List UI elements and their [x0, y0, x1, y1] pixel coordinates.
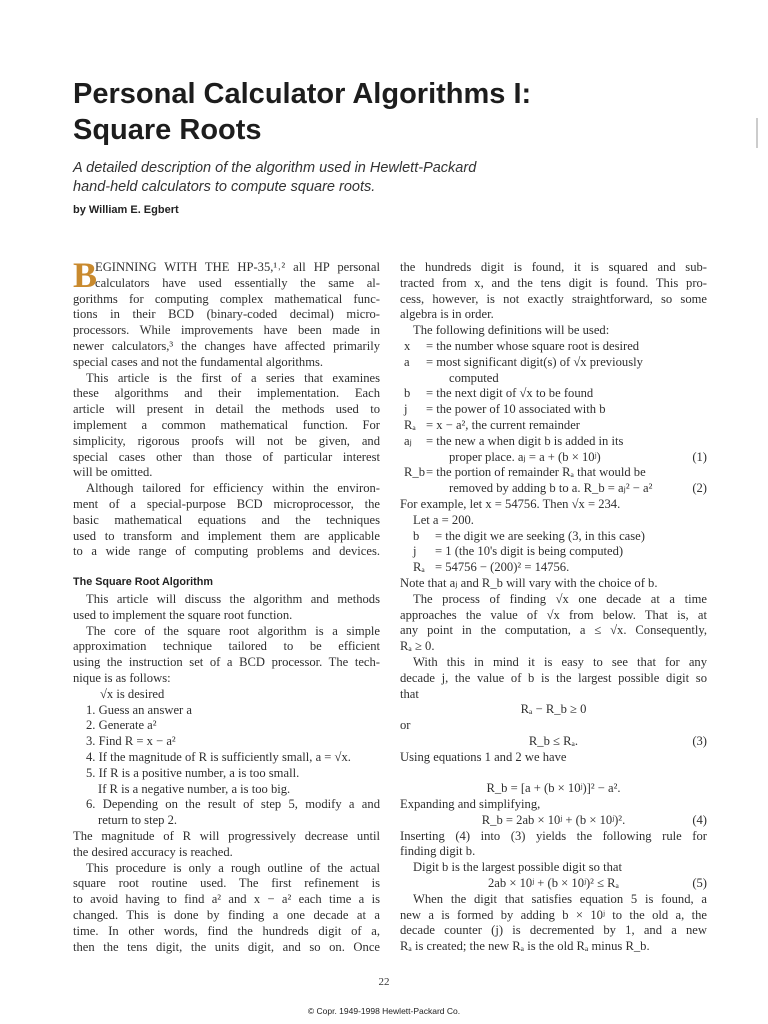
line-text: = the new a when digit b is added in its [426, 433, 624, 448]
text-line [400, 529, 707, 545]
text-line [400, 766, 707, 782]
text-line: using the instruction set of a BCD processor. The tech- [73, 655, 380, 670]
text-line [400, 513, 707, 529]
text-line [400, 781, 707, 797]
line-text: Rₐ − R_b ≥ 0 [520, 702, 587, 717]
text-line: gorithms for computing complex mathematical func- [73, 291, 380, 306]
line-text: = 1 (the 10's digit is being computed) [435, 544, 624, 559]
equation-number: (4) [692, 812, 707, 827]
text-line: EGINNING WITH THE HP-35,¹˒² all HP personal [95, 260, 380, 274]
text-line [400, 386, 707, 402]
text-line [400, 892, 707, 908]
line-text: approaches the value of √x from below. That is, at [400, 607, 707, 622]
line-text: computed [449, 370, 499, 385]
text-line: newer calculators,³ the changes have affected primarily [73, 338, 380, 353]
text-line: special cases and not the fundamental algorithms. [73, 354, 324, 369]
text-line: changed. This is done by finding a one decade at a [73, 907, 380, 922]
text-line [400, 276, 707, 292]
line-text: new a is formed by adding b × 10ʲ to the old a, the [400, 907, 707, 922]
text-line: √x is desired [100, 686, 165, 701]
text-line: 2. Generate a² [86, 718, 157, 733]
text-line [400, 734, 707, 750]
line-text: For example, let x = 54756. Then √x = 234. [400, 496, 621, 511]
line-text: Using equations 1 and 2 we have [400, 749, 567, 764]
text-line [400, 923, 707, 939]
article-title [73, 76, 531, 148]
text-line [400, 623, 707, 639]
text-line: calculators have used essentially the same al- [95, 275, 380, 290]
line-text: Rₐ ≥ 0. [400, 639, 435, 654]
line-text: R_b = 2ab × 10ʲ + (b × 10ʲ)². [481, 812, 626, 827]
definition-symbol: Rₐ [413, 560, 425, 575]
text-line [400, 797, 707, 813]
text-line: time. In other words, find the hundreds digit of a, [73, 923, 380, 938]
text-line [400, 702, 707, 718]
line-text: removed by adding b to a. R_b = aⱼ² − a² [449, 481, 653, 496]
text-line: will be omitted. [73, 465, 153, 480]
text-line: square root routine used. The first refinement is [73, 876, 380, 891]
line-text: decade j, the value of b is the largest possible digit so [400, 670, 707, 685]
text-line [400, 418, 707, 434]
text-line [400, 339, 707, 355]
text-line [400, 481, 707, 497]
text-line: The core of the square root algorithm is a simple [86, 623, 380, 638]
definition-symbol: j [413, 544, 417, 559]
line-text: = the number whose square root is desired [426, 338, 640, 353]
line-text: algebra is in order. [400, 307, 494, 322]
text-line: If R is a negative number, a is too big. [98, 781, 291, 796]
line-text: Rₐ is created; the new Rₐ is the old Rₐ minus R_b. [400, 939, 650, 954]
text-line: tions in their BCD (binary-coded decimal) micro- [73, 307, 380, 322]
definition-symbol: Rₐ [404, 417, 416, 432]
line-text: When the digit that satisfies equation 5 is found, a [413, 891, 707, 906]
text-line [400, 560, 707, 576]
line-text: R_b ≤ Rₐ. [528, 733, 579, 748]
text-line [400, 908, 707, 924]
text-line [400, 813, 707, 829]
text-line: basic mathematical equations and the techniques [73, 512, 380, 527]
text-line: 1. Guess an answer a [86, 702, 192, 717]
line-text: R_b = [a + (b × 10ʲ)]² − a². [486, 781, 621, 796]
article-subtitle: A detailed description of the algorithm used in Hewlett-Packard hand-held calculators to compute square roots. [73, 160, 477, 195]
equation-number: (1) [692, 449, 707, 464]
text-line [400, 576, 707, 592]
text-line: these algorithms and their implementation. Each [73, 386, 380, 401]
left-column-section [73, 592, 380, 955]
line-text: = the power of 10 associated with b [426, 402, 606, 417]
text-line: implement a common mathematical function. For [73, 417, 380, 432]
text-line [400, 450, 707, 466]
line-text: The process of finding √x one decade at a time [413, 591, 707, 606]
text-line [400, 608, 707, 624]
text-line: The magnitude of R will progressively decrease until [73, 828, 380, 843]
equation-number: (3) [692, 733, 707, 748]
drop-cap: B [73, 255, 98, 295]
text-line: This article is the first of a series that examines [86, 370, 380, 385]
text-line [400, 655, 707, 671]
text-line: special cases other than those of particular interest [73, 449, 380, 464]
text-line [400, 544, 707, 560]
text-line: nique is as follows: [73, 670, 171, 685]
text-line: used to implement the square root function. [73, 607, 293, 622]
text-line: processors. While improvements have been made in [73, 323, 380, 338]
definition-symbol: b [404, 386, 411, 401]
text-line: then the tens digit, the units digit, and so on. Once [73, 939, 380, 954]
text-line [400, 402, 707, 418]
line-text: that [400, 686, 419, 701]
line-text: Let a = 200. [413, 512, 474, 527]
text-line [400, 292, 707, 308]
text-line [400, 323, 707, 339]
left-column-intro [73, 255, 380, 560]
text-line [400, 750, 707, 766]
line-text: the hundreds digit is found, it is squared and sub- [400, 260, 707, 274]
line-text: decade counter (j) is decremented by 1, and a new [400, 923, 707, 938]
section-heading: The Square Root Algorithm [73, 576, 213, 588]
text-line: to a wide range of computing problems and devices. [73, 544, 380, 559]
definition-symbol: R_b [404, 465, 425, 480]
text-line: ment of a special-purpose BCD microprocessor, the [73, 496, 380, 511]
author-byline: by William E. Egbert [73, 204, 179, 216]
line-text: = most significant digit(s) of √x previously [426, 354, 643, 369]
text-line: 5. If R is a positive number, a is too small. [86, 765, 300, 780]
text-line: used to transform and implement them are applicable [73, 528, 380, 543]
text-line: This article will discuss the algorithm and methods [86, 592, 380, 606]
text-line [400, 434, 707, 450]
text-line [400, 260, 707, 276]
text-line [400, 939, 707, 955]
text-line: article will present in detail the methods used to [73, 402, 380, 417]
text-line: the desired accuracy is reached. [73, 844, 233, 859]
line-text: = the digit we are seeking (3, in this case) [435, 528, 645, 543]
text-line [400, 355, 707, 371]
text-line [400, 307, 707, 323]
right-column [400, 260, 707, 955]
text-line [400, 860, 707, 876]
line-text: = 54756 − (200)² = 14756. [435, 560, 570, 575]
line-text: Digit b is the largest possible digit so that [413, 860, 622, 875]
line-text: proper place. aⱼ = a + (b × 10ʲ) [449, 449, 601, 464]
text-line: This procedure is only a rough outline of the actual [86, 860, 380, 875]
line-text: Note that aⱼ and R_b will vary with the choice of b. [400, 575, 658, 590]
line-text: cess, however, is not exactly straightforward, so some [400, 291, 707, 306]
text-line [400, 687, 707, 703]
title-line-1: Personal Calculator Algorithms I: [73, 78, 532, 110]
scan-margin-mark [756, 118, 758, 148]
line-text: Expanding and simplifying, [400, 797, 541, 812]
line-text: or [400, 718, 411, 733]
text-line [400, 639, 707, 655]
line-text: any point in the computation, a ≤ √x. Consequently, [400, 623, 707, 638]
line-text: Inserting (4) into (3) yields the following rule for [400, 828, 707, 843]
text-line: to avoid having to find a² and x − a² each time a is [73, 892, 380, 907]
text-line: approximation technique tailored to be efficient [73, 639, 380, 654]
text-line: 6. Depending on the result of step 5, modify a and [86, 797, 380, 812]
text-line: Although tailored for efficiency within the environ- [86, 481, 380, 496]
text-line [400, 876, 707, 892]
line-text: With this in mind it is easy to see that for any [413, 654, 707, 669]
text-line [400, 844, 707, 860]
text-line: 4. If the magnitude of R is sufficiently small, a = √x. [86, 749, 351, 764]
text-line [400, 371, 707, 387]
text-line [400, 671, 707, 687]
line-text: The following definitions will be used: [413, 323, 610, 338]
page-number: 22 [378, 976, 390, 988]
copyright-footer: © Copr. 1949-1998 Hewlett-Packard Co. [307, 1006, 461, 1016]
title-line-2: Square Roots [73, 114, 262, 146]
text-line: return to step 2. [98, 813, 178, 828]
line-text: tracted from x, and the tens digit is found. This pro- [400, 275, 707, 290]
text-line [400, 592, 707, 608]
definition-symbol: a [404, 354, 410, 369]
definition-symbol: aⱼ [404, 433, 412, 448]
text-line [400, 718, 707, 734]
text-line [400, 497, 707, 513]
text-line: 3. Find R = x − a² [86, 734, 176, 749]
text-line [400, 465, 707, 481]
definition-symbol: j [404, 402, 408, 417]
line-text: = the next digit of √x to be found [426, 386, 594, 401]
line-text: 2ab × 10ʲ + (b × 10ʲ)² ≤ Rₐ [488, 876, 619, 891]
line-text: = the portion of remainder Rₐ that would be [426, 465, 646, 480]
line-text: = x − a², the current remainder [426, 417, 580, 432]
equation-number: (2) [692, 481, 707, 496]
text-line [400, 829, 707, 845]
text-line: simplicity, rigorous proofs will not be given, and [73, 433, 380, 448]
definition-symbol: b [413, 528, 420, 543]
line-text: finding digit b. [400, 844, 476, 859]
equation-number: (5) [692, 876, 707, 891]
definition-symbol: x [404, 338, 411, 353]
